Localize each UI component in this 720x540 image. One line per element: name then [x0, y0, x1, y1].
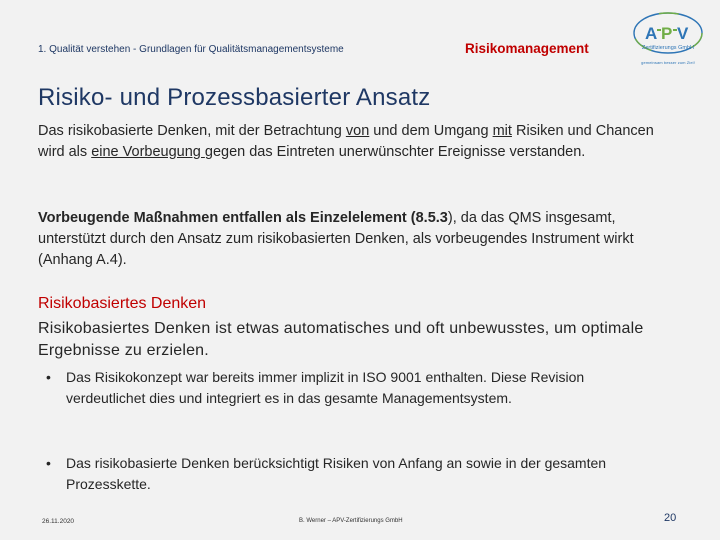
- bullet-text: Das risikobasierte Denken berücksichtigt Risiken von Anfang an sowie in der gesamten Prozesskette.: [66, 455, 607, 492]
- topic-label: Risikomanagement: [465, 41, 589, 56]
- logo-letter-p: P: [661, 24, 673, 43]
- para2-bold: Vorbeugende Maßnahmen entfallen als Einzelelement (8.5.3: [38, 210, 448, 226]
- logo-letter-a: A: [645, 24, 658, 43]
- breadcrumb: 1. Qualität verstehen - Grundlagen für Qualitätsmanagementsysteme: [38, 44, 344, 55]
- paragraph-definition: [38, 121, 678, 163]
- para1-text-4: gegen das Eintreten unerwünschter Ereignisse verstanden.: [204, 144, 586, 160]
- para1-underlined-1: von: [345, 123, 370, 139]
- bullet-text: Das Risikokonzept war bereits immer implizit in ISO 9001 enthalten. Diese Revision verdeutlichet dies und integriert es in das gesamte Managementsystem.: [66, 369, 585, 406]
- page-number: 20: [664, 512, 677, 524]
- bullet-marker: •: [46, 455, 51, 471]
- bullet-marker: •: [46, 369, 51, 385]
- section-heading: Risikobasiertes Denken: [38, 295, 207, 312]
- paragraph-preventive: [38, 208, 678, 271]
- logo-letter-v: V: [677, 24, 689, 43]
- logo-dash-1: [657, 29, 661, 31]
- section-text: Risikobasiertes Denken ist etwas automatisches und oft unbewusstes, um optimale Ergebnisse zu erzielen.: [38, 320, 644, 359]
- logo-tagline: gemeinsam besser zum Ziel!: [641, 60, 695, 65]
- para1-underlined-2: mit: [492, 123, 512, 139]
- footer-author: B. Werner – APV-Zertifizierungs GmbH: [299, 518, 403, 524]
- footer-date: 26.11.2020: [42, 518, 75, 525]
- para1-text-1: Das risikobasierte Denken, mit der Betrachtung: [38, 123, 346, 139]
- slide-title: Risiko- und Prozessbasierter Ansatz: [38, 84, 431, 111]
- para1-text-2: und dem Umgang: [369, 123, 493, 139]
- para2-rest: ), da das QMS insgesamt, unterstützt durch den Ansatz zum risikobasierten Denken, als vorbeugendes Instrument wirkt (Anhang A.4).: [38, 210, 634, 268]
- para1-text-3: Risiken und Chancen wird als: [38, 123, 654, 160]
- para1-underlined-3: eine Vorbeugung: [91, 144, 205, 160]
- logo-subtitle: Zertifizierungs GmbH: [642, 45, 694, 51]
- logo-dash-2: [673, 29, 677, 31]
